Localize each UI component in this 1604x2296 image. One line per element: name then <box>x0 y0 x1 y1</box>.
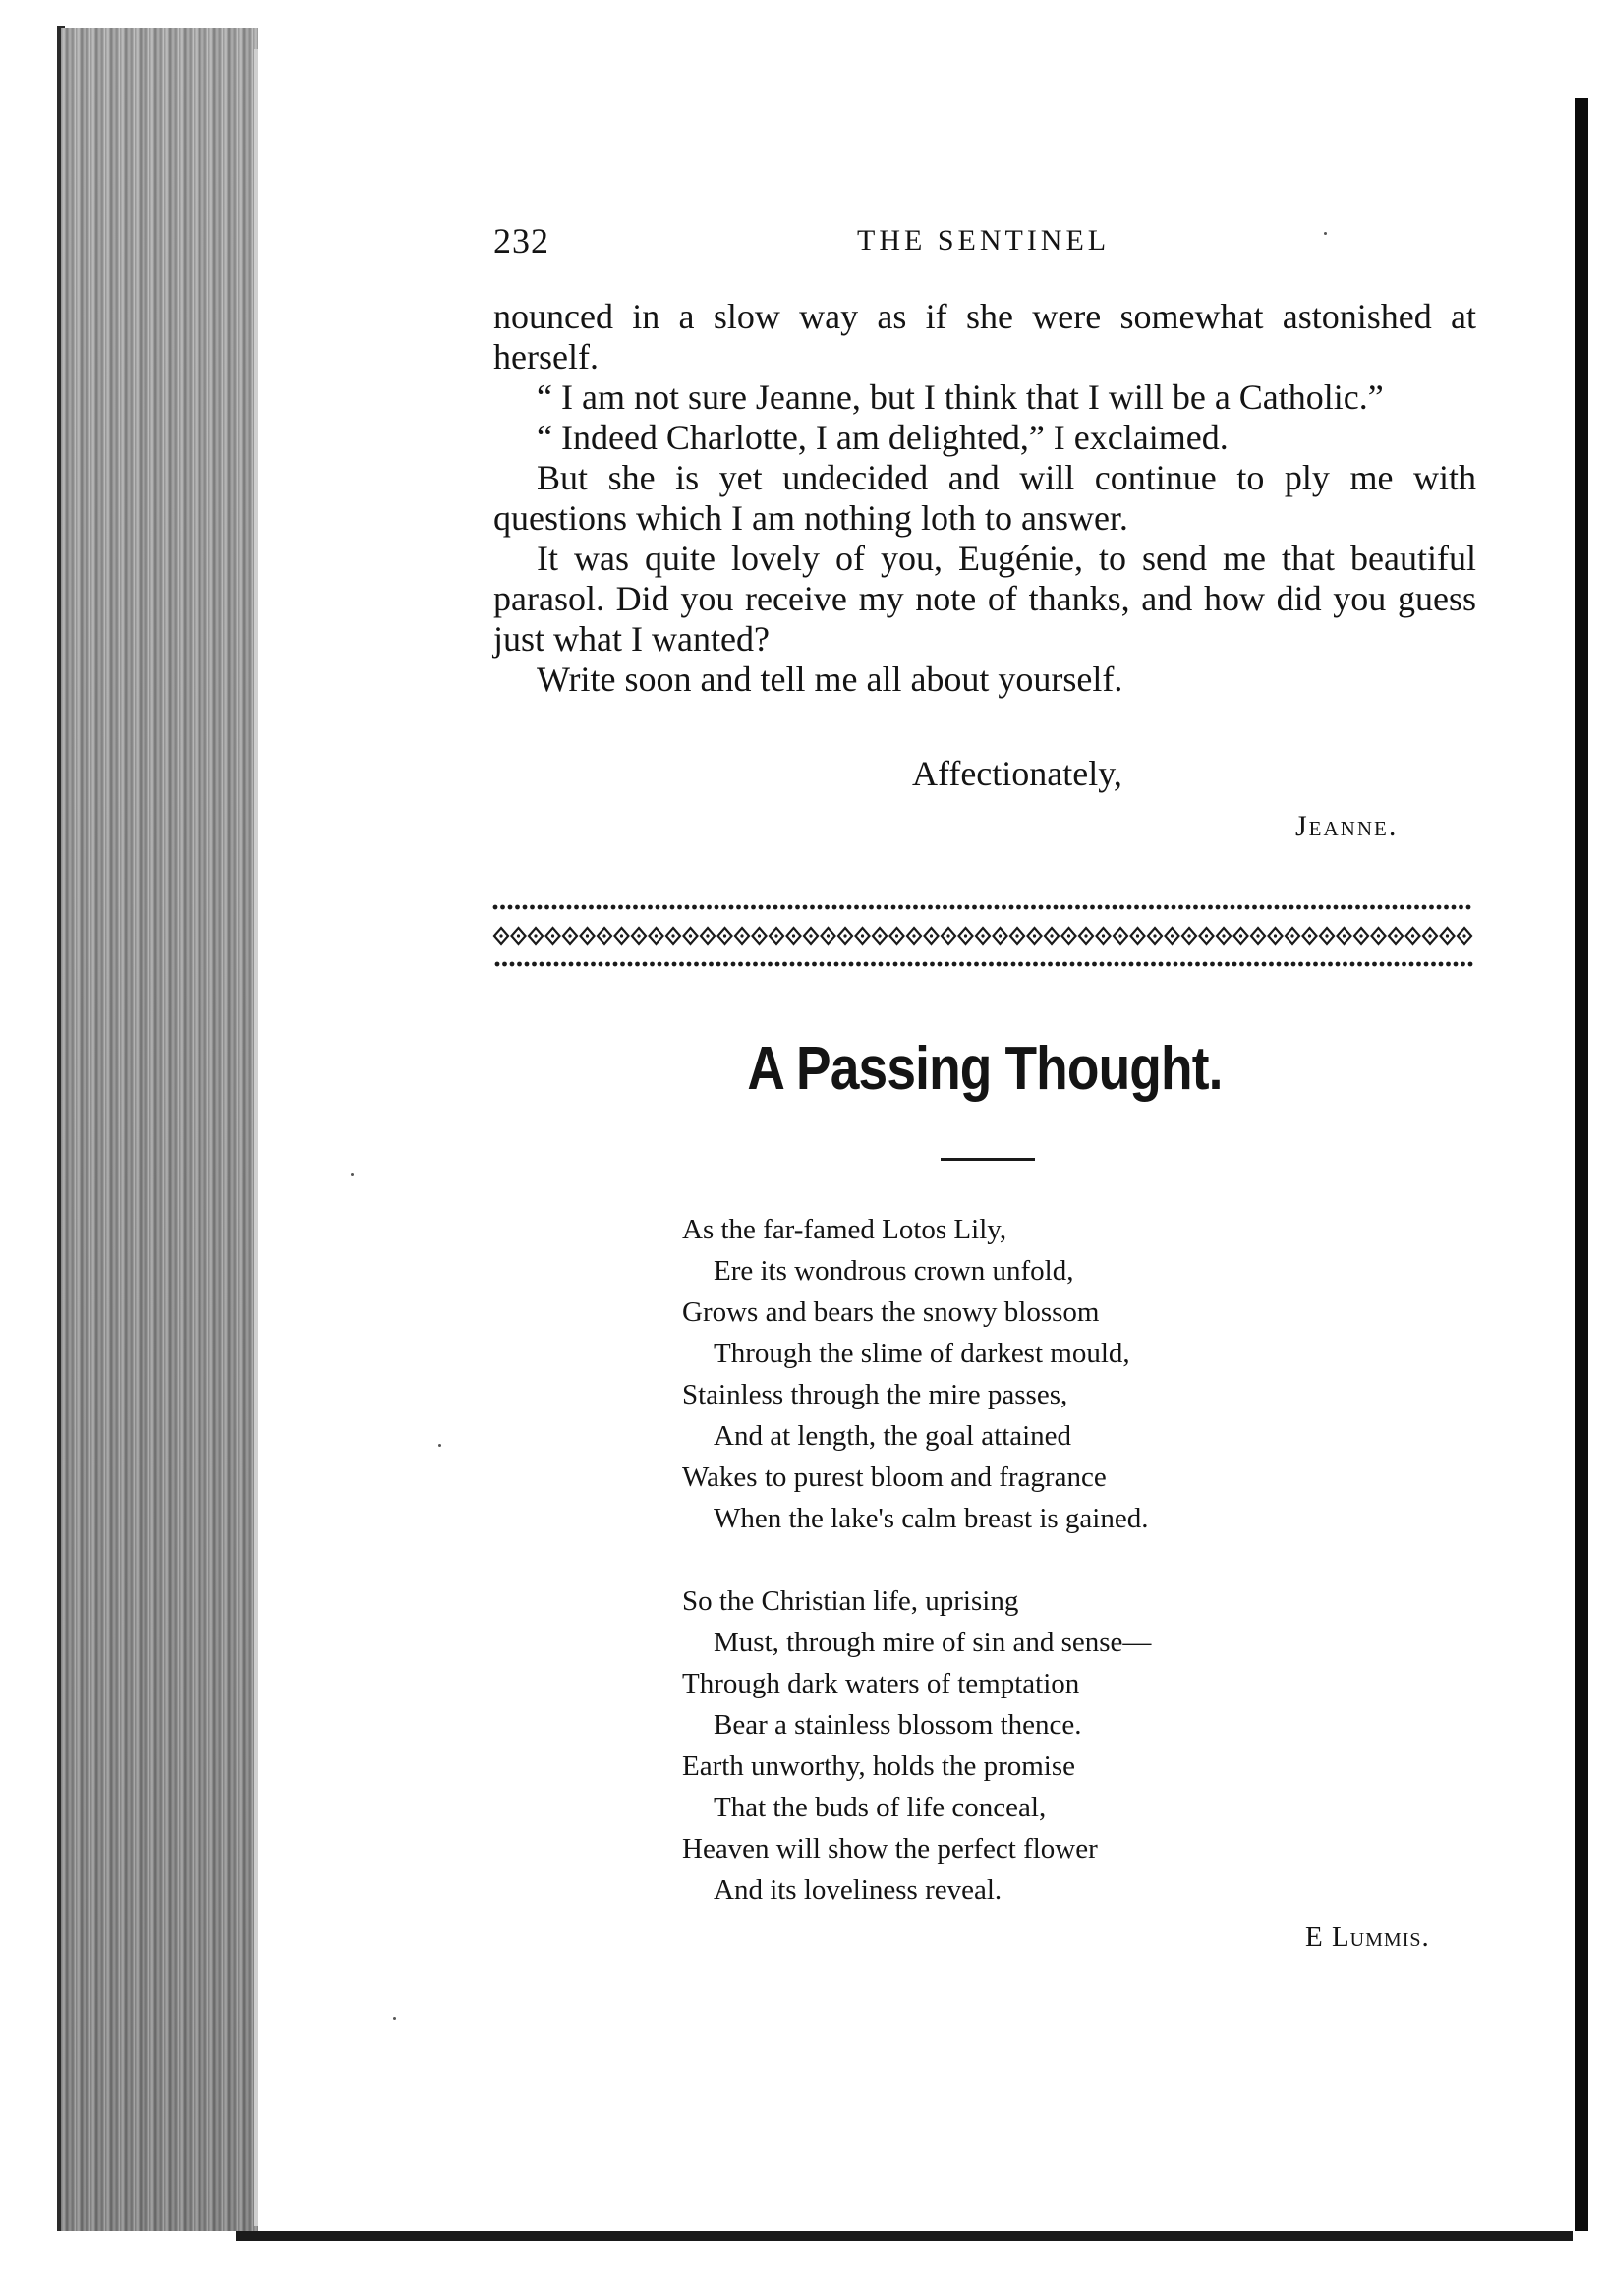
running-head: THE SENTINEL <box>857 224 1111 257</box>
poem-author: E Lummis. <box>1305 1922 1430 1953</box>
paper-speck <box>1324 232 1327 235</box>
letter-body <box>493 297 1476 700</box>
paper-speck <box>393 2017 396 2020</box>
poem-line: Stainless through the mire passes, <box>682 1379 1068 1410</box>
page-header <box>493 220 1476 269</box>
poem-stanza <box>682 1209 1331 1539</box>
letter-paragraph: nounced in a slow way as if she were somewhat astonished at herself. <box>493 297 1476 376</box>
paper-speck <box>351 1173 354 1176</box>
poem-line: Grows and bears the snowy blossom <box>682 1296 1100 1328</box>
poem-line: Bear a stainless blossom thence. <box>714 1709 1082 1741</box>
poem-stanza <box>682 1580 1331 1911</box>
poem-line: So the Christian life, uprising <box>682 1585 1019 1617</box>
poem-line: Earth unworthy, holds the promise <box>682 1751 1076 1782</box>
poem-line: And its loveliness reveal. <box>714 1874 1002 1906</box>
scan-background-bottom <box>0 2231 1604 2296</box>
letter-paragraph: Write soon and tell me all about yourself. <box>537 660 1123 699</box>
divider-diamond-row <box>494 928 1471 944</box>
poem-line: Through dark waters of temptation <box>682 1668 1080 1699</box>
letter-signature: Jeanne. <box>1295 810 1399 842</box>
book-page-edges <box>61 28 258 2239</box>
poem-line: And at length, the goal attained <box>714 1420 1072 1452</box>
poem-line: Heaven will show the perfect flower <box>682 1833 1098 1865</box>
letter-closing: Affectionately, <box>912 754 1122 793</box>
ornamental-divider <box>491 899 1479 973</box>
poem-body <box>682 1209 1331 1952</box>
divider-dot-row-bottom <box>495 962 1473 967</box>
letter-paragraph: It was quite lovely of you, Eugénie, to send me that beautiful parasol. Did you receive my note of thanks, and how did you guess just what I wanted? <box>493 539 1476 659</box>
paper-speck <box>438 1444 441 1447</box>
poem-line: That the buds of life conceal, <box>714 1792 1047 1823</box>
scan-right-edge <box>1561 39 1604 2241</box>
page-number: 232 <box>493 221 549 260</box>
letter-paragraph: “ Indeed Charlotte, I am delighted,” I exclaimed. <box>537 418 1229 457</box>
title-rule <box>941 1158 1035 1161</box>
letter-paragraph: “ I am not sure Jeanne, but I think that I will be a Catholic.” <box>537 377 1384 417</box>
scan-bottom-border <box>236 2231 1573 2241</box>
poem-line: When the lake's calm breast is gained. <box>714 1503 1149 1534</box>
poem-line: Wakes to purest bloom and fragrance <box>682 1462 1107 1493</box>
poem-line: Through the slime of darkest mould, <box>714 1338 1130 1369</box>
poem-line: As the far-famed Lotos Lily, <box>682 1214 1007 1245</box>
poem-line: Ere its wondrous crown unfold, <box>714 1255 1074 1287</box>
poem-line: Must, through mire of sin and sense— <box>714 1627 1152 1658</box>
divider-dot-row-top <box>493 905 1471 910</box>
scan-right-border <box>1575 98 1588 2231</box>
poem-title: A Passing Thought. <box>747 1035 1223 1103</box>
letter-paragraph: But she is yet undecided and will continue to ply me with questions which I am nothing loth to answer. <box>493 458 1476 538</box>
